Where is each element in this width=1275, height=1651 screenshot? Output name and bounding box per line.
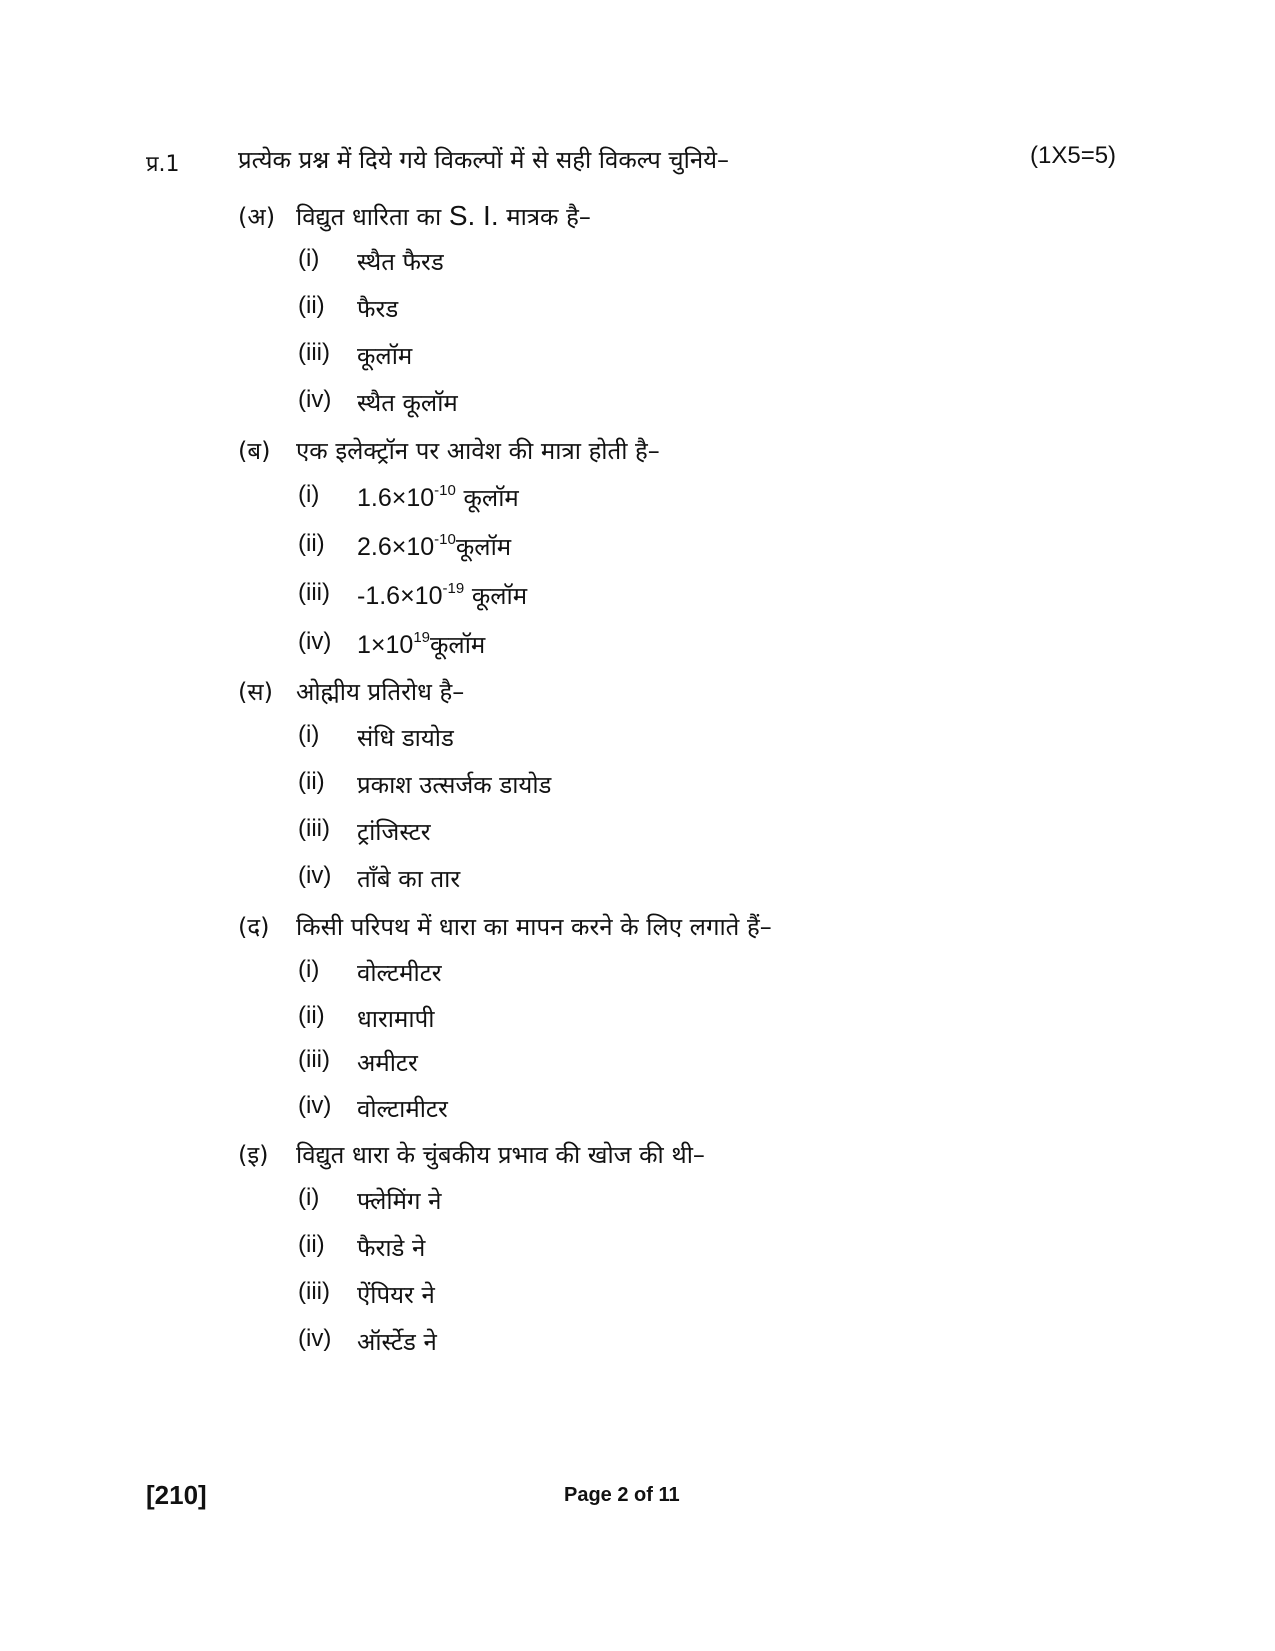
subquestion-text: ओह्मीय प्रतिरोध है– — [296, 678, 465, 706]
subquestion-text-post: मात्रक है– — [498, 203, 591, 231]
value-exponent: -10 — [434, 531, 456, 548]
value-exponent: -10 — [434, 482, 456, 499]
option-text: प्रकाश उत्सर्जक डायोड — [357, 771, 552, 799]
option-text: अमीटर — [357, 1049, 418, 1077]
paper-code: [210] — [146, 1480, 207, 1510]
option-text: धारामापी — [357, 1005, 435, 1033]
option-text: कूलॉम — [357, 342, 413, 370]
value-unit: कूलॉम — [455, 484, 519, 512]
option-text: ऑर्स्टेड ने — [357, 1328, 437, 1356]
subquestion-text: किसी परिपथ में धारा का मापन करने के लिए लगाते हैं– — [296, 913, 772, 941]
option-text — [357, 579, 527, 612]
subquestion-label: (स) — [238, 678, 273, 706]
option — [298, 292, 1198, 334]
option-label: (i) — [298, 481, 320, 508]
subquestion-label: (अ) — [238, 203, 276, 231]
subquestion-text: एक इलेक्ट्रॉन पर आवेश की मात्रा होती है– — [296, 437, 660, 465]
question-number: प्र.1 — [146, 152, 180, 177]
option-label: (iv) — [298, 1325, 332, 1352]
option — [298, 768, 1198, 810]
option-label: (iv) — [298, 386, 332, 413]
option-label: (iii) — [298, 1046, 330, 1073]
option-label: (iii) — [298, 339, 330, 366]
option-text — [357, 628, 485, 661]
option-text: फैरड — [357, 295, 399, 323]
option-text: ट्रांजिस्टर — [357, 818, 431, 846]
option — [298, 815, 1198, 857]
subquestion-label: (द) — [238, 913, 270, 941]
option-text: ऐंपियर ने — [357, 1281, 435, 1309]
option — [298, 956, 1198, 998]
option — [298, 628, 1198, 670]
subquestion-d — [238, 910, 1238, 954]
option — [298, 1092, 1198, 1134]
option-label: (iii) — [298, 815, 330, 842]
option-label: (iii) — [298, 579, 330, 606]
question-marks: (1X5=5) — [1030, 142, 1117, 169]
option — [298, 1002, 1198, 1044]
value-exponent: -19 — [442, 580, 465, 597]
option-label: (iv) — [298, 862, 332, 889]
value-base: 1.6×10 — [357, 484, 435, 512]
option — [298, 721, 1198, 763]
value-base: 2.6×10 — [357, 533, 435, 561]
value-base: -1.6×10 — [357, 582, 443, 610]
option-label: (iv) — [298, 1092, 332, 1119]
option-label: (i) — [298, 1184, 320, 1211]
option-label: (ii) — [298, 1002, 325, 1029]
subquestion-text — [296, 200, 591, 233]
option-text: स्थैत कूलॉम — [357, 389, 458, 417]
option-text: वोल्टामीटर — [357, 1095, 448, 1123]
subquestion-text: विद्युत धारा के चुंबकीय प्रभाव की खोज की थी– — [296, 1141, 705, 1169]
option-text: वोल्टमीटर — [357, 959, 442, 987]
option-text: स्थैत फैरड — [357, 248, 444, 276]
value-unit: कूलॉम — [455, 533, 512, 561]
subquestion-a — [238, 200, 1238, 244]
option-label: (iii) — [298, 1278, 330, 1305]
value-unit: कूलॉम — [464, 582, 528, 610]
option — [298, 245, 1198, 287]
option-label: (i) — [298, 245, 320, 272]
option-label: (iv) — [298, 628, 332, 655]
option-label: (ii) — [298, 292, 325, 319]
subquestion-label: (ब) — [238, 437, 271, 465]
option — [298, 862, 1198, 904]
option — [298, 1046, 1198, 1088]
option-label: (ii) — [298, 1231, 325, 1258]
option — [298, 530, 1198, 572]
option — [298, 579, 1198, 621]
option-label: (ii) — [298, 530, 325, 557]
option-text — [357, 481, 519, 514]
page-number: Page 2 of 11 — [564, 1484, 680, 1506]
option-label: (i) — [298, 721, 320, 748]
option — [298, 481, 1198, 523]
option — [298, 1278, 1198, 1320]
option — [298, 1231, 1198, 1273]
option — [298, 1325, 1198, 1367]
subquestion-b — [238, 434, 1238, 478]
si-abbreviation: S. I. — [448, 200, 499, 231]
subquestion-e — [238, 1138, 1238, 1182]
option — [298, 1184, 1198, 1226]
option-text: फ्लेमिंग ने — [357, 1187, 442, 1215]
option — [298, 339, 1198, 381]
option-label: (ii) — [298, 768, 325, 795]
subquestion-label: (इ) — [238, 1141, 269, 1169]
option-text: संधि डायोड — [357, 724, 454, 752]
value-base: 1×10 — [357, 631, 414, 659]
value-unit: कूलॉम — [430, 631, 486, 659]
option-label: (i) — [298, 956, 320, 983]
subquestion-text-pre: विद्युत धारिता का — [296, 203, 449, 231]
option-text: ताँबे का तार — [357, 865, 461, 893]
option — [298, 386, 1198, 428]
option-text — [357, 530, 511, 563]
question-instruction: प्रत्येक प्रश्न में दिये गये विकल्पों में से सही विकल्प चुनिये– — [238, 146, 730, 174]
value-exponent: 19 — [413, 629, 430, 646]
subquestion-c — [238, 675, 1238, 719]
option-text: फैराडे ने — [357, 1234, 426, 1262]
